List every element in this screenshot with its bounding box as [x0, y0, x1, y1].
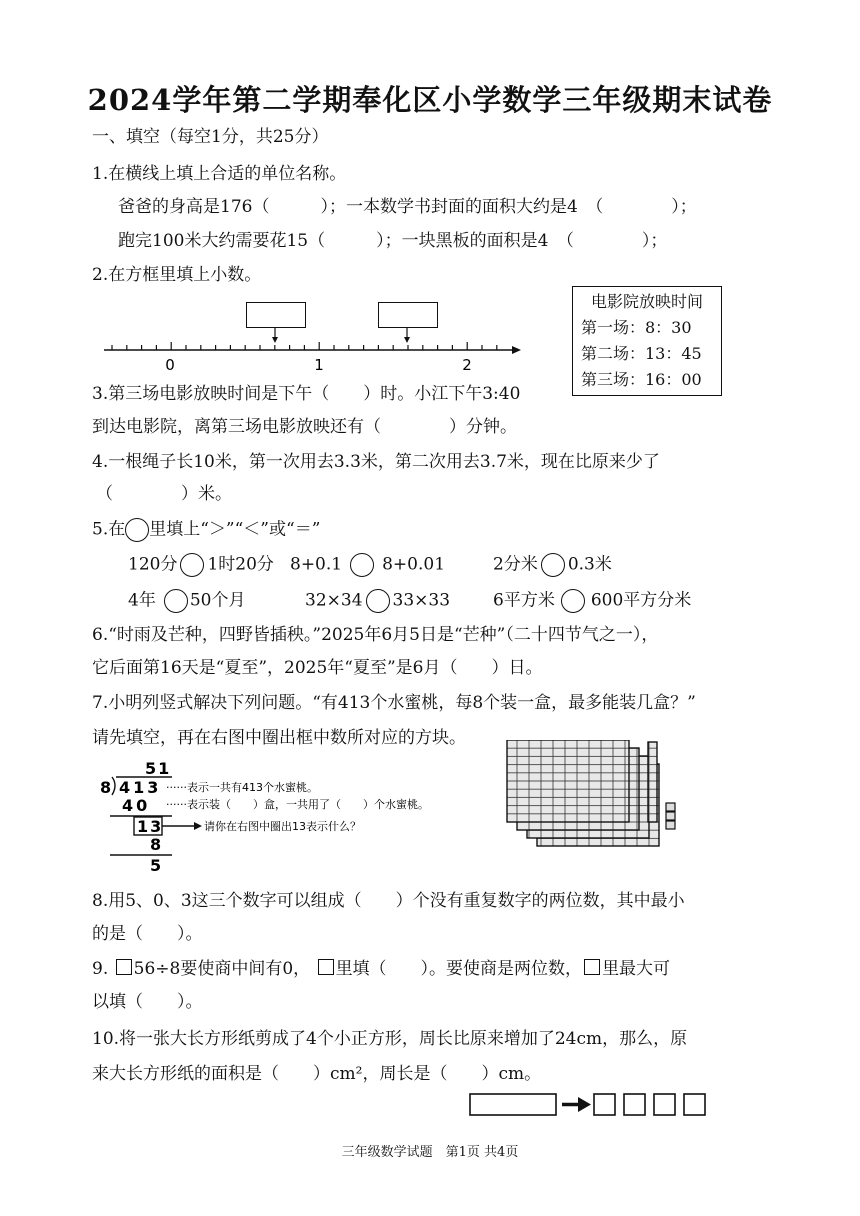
q7-line1: 7.小明列竖式解决下列问题。“有413个水蜜桃，每8个装一盒，最多能装几盒？”	[92, 693, 696, 713]
compare-item-1: 120分 1时20分	[128, 553, 274, 577]
remainder-2: 5	[150, 856, 162, 875]
compare-item-5: 32×34 33×33	[305, 589, 450, 613]
quotient: 51	[145, 759, 172, 778]
page-footer: 三年级数学试题 第1页 共4页	[341, 1145, 519, 1160]
q5-pre: 5.在	[92, 519, 126, 540]
compare-item-4: 4年 50个月	[128, 589, 245, 613]
compare-circle[interactable]	[366, 589, 390, 613]
long-division	[96, 755, 486, 880]
q3-line1: 3.第三场电影放映时间是下午（ ）时。小江下午3:40	[92, 384, 521, 404]
page-title: 2024学年第二学期奉化区小学数学三年级期末试卷	[87, 83, 773, 117]
q4-line1: 4.一根绳子长10米，第一次用去3.3米，第二次用去3.7米，现在比原来少了	[92, 452, 660, 472]
q5-stem	[92, 518, 320, 542]
q10-line1: 10.将一张大长方形纸剪成了4个小正方形，周长比原来增加了24cm，那么，原	[92, 1029, 688, 1049]
cinema-show-1: 第一场：8：30	[581, 318, 692, 337]
q8-line1: 8.用5、0、3这三个数字可以组成（ ）个没有重复数字的两位数，其中最小	[92, 891, 685, 911]
q1-stem: 1.在横线上填上合适的单位名称。	[92, 164, 347, 184]
compare-circle[interactable]	[561, 589, 585, 613]
digit-box[interactable]	[584, 959, 600, 975]
digit-box[interactable]	[116, 959, 132, 975]
cinema-schedule-box	[572, 286, 722, 396]
note-3: 请你在右图中圈出13表示什么？	[204, 820, 361, 833]
remainder-1: 13	[137, 817, 164, 836]
q10-line2: 来大长方形纸的面积是（ ）cm²，周长是（ ）cm。	[92, 1064, 542, 1084]
dividend: 413	[119, 778, 162, 797]
cinema-show-3: 第三场：16：00	[581, 370, 702, 389]
tick-label-1: 1	[314, 356, 324, 374]
compare-item-2: 8+0.1 8+0.01	[290, 553, 445, 577]
section-heading: 一、填空（每空1分，共25分）	[92, 127, 329, 147]
base-ten-blocks-figure[interactable]	[505, 740, 685, 855]
cinema-show-2: 第二场：13：45	[581, 344, 702, 363]
q4-line2: （ ）米。	[96, 484, 232, 504]
circle-icon	[125, 518, 149, 542]
q6-line2: 它后面第16天是“夏至”，2025年“夏至”是6月（ ）日。	[92, 658, 543, 678]
note-2: ······表示装（ ）盒，一共用了（ ）个水蜜桃。	[166, 798, 429, 811]
q9-line2: 以填（ ）。	[92, 992, 203, 1012]
tick-label-2: 2	[462, 356, 472, 374]
compare-circle[interactable]	[164, 589, 188, 613]
rectangle-to-squares-figure	[468, 1092, 713, 1118]
tick-label-0: 0	[165, 356, 175, 374]
compare-circle[interactable]	[350, 553, 374, 577]
cinema-title: 电影院放映时间	[590, 292, 703, 311]
subtrahend-1: 40	[122, 796, 151, 815]
q5-post: 里填上“＞”“＜”或“＝”	[149, 519, 321, 540]
q6-line1: 6.“时雨及芒种，四野皆插秧。”2025年6月5日是“芒种”（二十四节气之一），	[92, 625, 659, 645]
compare-item-6: 6平方米 600平方分米	[493, 589, 691, 613]
q9-line1: 9. 56÷8要使商中间有0， 里填（ ）。要使商是两位数， 里最大可	[92, 959, 671, 979]
number-line	[100, 325, 530, 375]
digit-box[interactable]	[318, 959, 334, 975]
divisor: 8	[100, 778, 112, 797]
compare-circle[interactable]	[541, 553, 565, 577]
compare-circle[interactable]	[180, 553, 204, 577]
q7-line2: 请先填空，再在右图中圈出框中数所对应的方块。	[92, 728, 466, 748]
q1-line2: 跑完100米大约需要花15（ ）；一块黑板的面积是4 （ ）；	[118, 231, 668, 251]
q1-line1: 爸爸的身高是176（ ）；一本数学书封面的面积大约是4 （ ）；	[118, 197, 697, 217]
q2-stem: 2.在方框里填上小数。	[92, 265, 262, 285]
compare-item-3: 2分米 0.3米	[493, 553, 612, 577]
q8-line2: 的是（ ）。	[92, 924, 203, 944]
note-1: ······表示一共有413个水蜜桃。	[166, 781, 318, 794]
q3-line2: 到达电影院，离第三场电影放映还有（ ）分钟。	[92, 417, 517, 437]
subtrahend-2: 8	[150, 835, 162, 854]
